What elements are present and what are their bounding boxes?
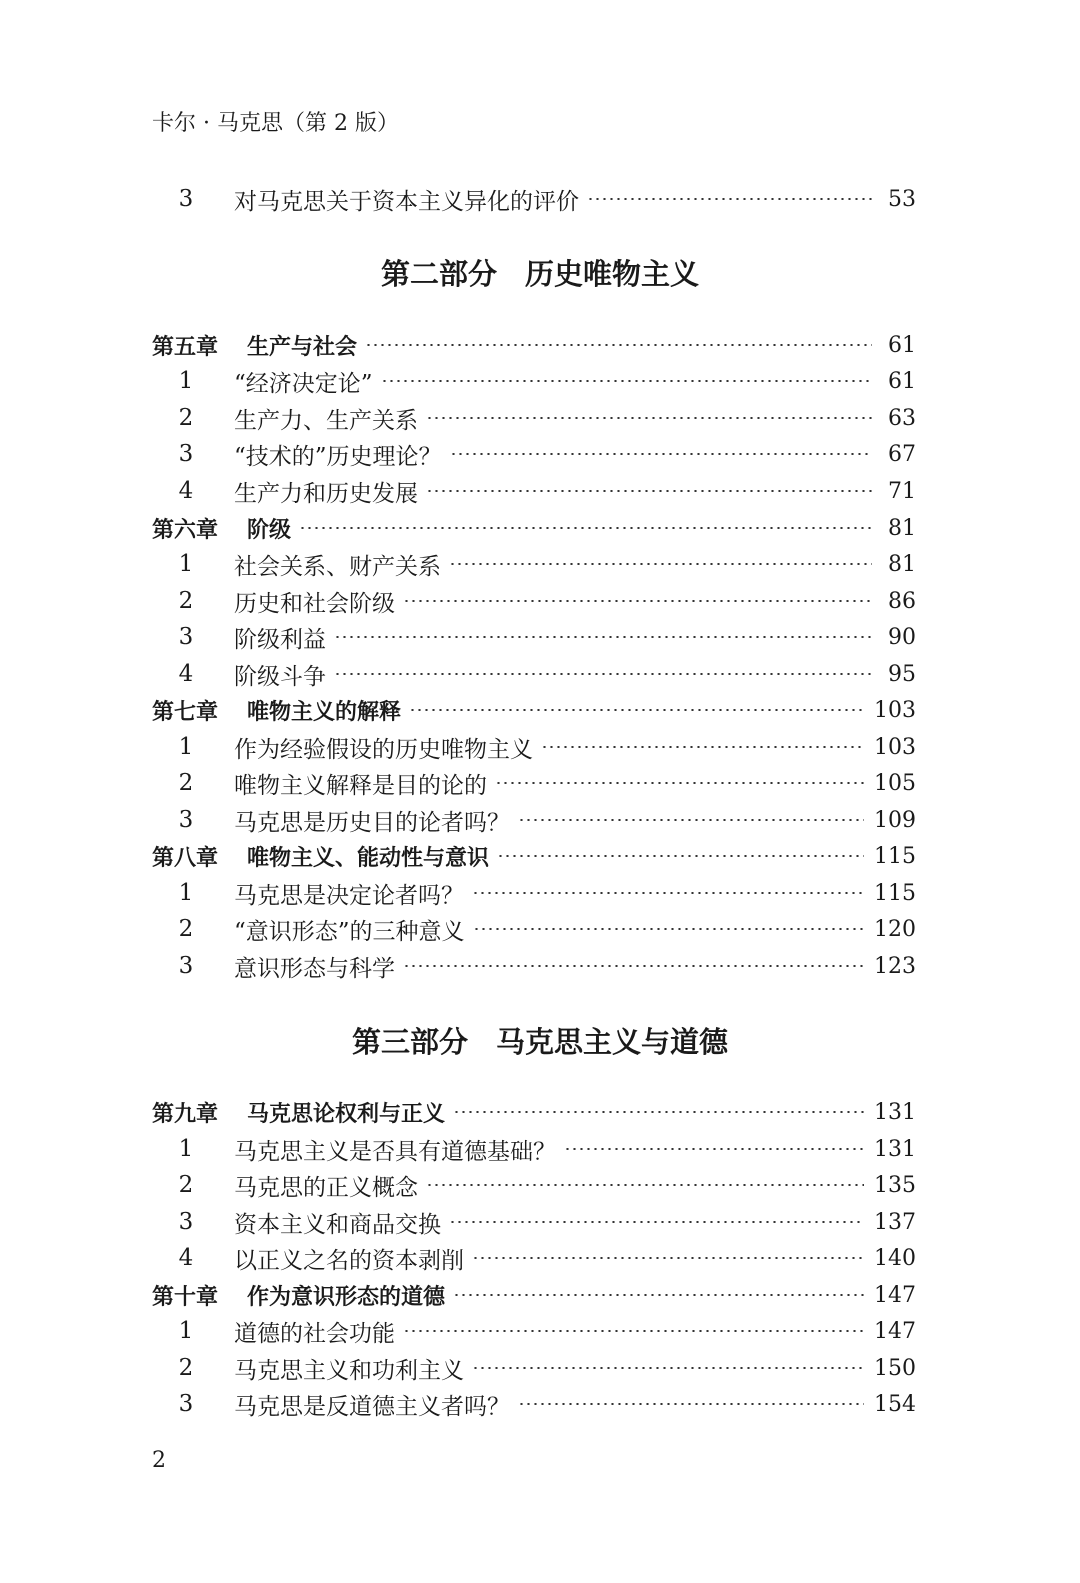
chapter-number-label: 第九章 [152, 1101, 219, 1127]
chapter-number-label: 第八章 [152, 845, 219, 871]
section-title: 马克思主义是否具有道德基础？ [234, 1138, 556, 1165]
dot-leader [495, 782, 864, 784]
toc-chapter-row[interactable] [152, 327, 916, 363]
section-title: 马克思的正义概念 [234, 1174, 418, 1201]
dot-leader [409, 709, 864, 711]
dot-leader [472, 1257, 864, 1259]
dot-leader [453, 1294, 864, 1296]
section-number: 3 [178, 807, 194, 833]
toc-entry-row[interactable] [152, 656, 916, 692]
page-ref: 63 [888, 405, 916, 431]
section-title: 马克思是历史目的论者吗？ [234, 809, 510, 836]
page-ref: 115 [874, 880, 916, 906]
page-ref: 140 [874, 1245, 916, 1271]
section-title: 生产力、生产关系 [234, 407, 418, 434]
section-number: 4 [178, 478, 194, 504]
page-ref: 154 [874, 1391, 916, 1417]
dot-leader [334, 673, 872, 675]
dot-leader [299, 527, 872, 529]
toc-entry-row[interactable] [152, 473, 916, 509]
toc-entry-row[interactable] [152, 1167, 916, 1203]
toc-entry-row[interactable] [152, 583, 916, 619]
dot-leader [450, 453, 872, 455]
dot-leader [449, 1221, 864, 1223]
section-number: 3 [178, 624, 194, 650]
section-title: 社会关系、财产关系 [234, 553, 441, 580]
section-number: 3 [178, 441, 194, 467]
toc-entry-row[interactable] [152, 546, 916, 582]
chapter-number [152, 695, 247, 726]
page-ref: 131 [874, 1099, 916, 1125]
dot-leader [426, 417, 872, 419]
toc-entry-row[interactable] [152, 1204, 916, 1240]
toc-entry-row[interactable] [152, 400, 916, 436]
dot-leader [497, 855, 864, 857]
chapter-number [152, 513, 247, 544]
dot-leader [518, 819, 864, 821]
section-number: 2 [178, 916, 194, 942]
chapter-number [152, 841, 247, 872]
section-number: 2 [178, 588, 194, 614]
dot-leader [564, 1148, 864, 1150]
chapter-number-label: 第七章 [152, 699, 219, 725]
chapter-title: 生产与社会 [247, 334, 358, 360]
toc-chapter-row[interactable] [152, 1094, 916, 1130]
toc-entry-row[interactable] [152, 911, 916, 947]
toc-entry-row[interactable] [152, 765, 916, 801]
dot-leader [365, 344, 872, 346]
page-ref: 86 [888, 588, 916, 614]
dot-leader [453, 1111, 864, 1113]
section-title: “经济决定论” [234, 370, 373, 397]
page-ref: 150 [874, 1355, 916, 1381]
section-number: 1 [178, 734, 194, 760]
toc-entry-row[interactable] [152, 363, 916, 399]
toc-entry-row[interactable] [152, 1131, 916, 1167]
toc-entry-row[interactable] [152, 1386, 916, 1422]
dot-leader [472, 892, 864, 894]
dot-leader [426, 1184, 864, 1186]
dot-leader [518, 1403, 864, 1405]
toc-entry-row[interactable] [152, 619, 916, 655]
section-number: 1 [178, 368, 194, 394]
part-title: 马克思主义与道德 [496, 1025, 729, 1059]
page-ref: 95 [888, 661, 916, 687]
section-number: 3 [178, 1209, 194, 1235]
page-ref: 103 [874, 734, 916, 760]
section-title: 马克思是决定论者吗？ [234, 882, 464, 909]
dot-leader [473, 928, 864, 930]
toc-entry-row[interactable] [152, 1240, 916, 1276]
section-number: 4 [178, 661, 194, 687]
section-title: 生产力和历史发展 [234, 480, 418, 507]
toc-entry-row[interactable] [152, 436, 916, 472]
page-ref: 105 [874, 770, 916, 796]
dot-leader [587, 198, 872, 200]
dot-leader [403, 1330, 864, 1332]
page-ref: 67 [888, 441, 916, 467]
section-title: 意识形态与科学 [234, 955, 395, 982]
toc-chapter-row[interactable] [152, 1277, 916, 1313]
page-number: 2 [152, 1448, 166, 1473]
section-number: 1 [178, 1136, 194, 1162]
page-ref: 135 [874, 1172, 916, 1198]
chapter-title: 唯物主义、能动性与意识 [247, 845, 490, 871]
part-title: 历史唯物主义 [525, 257, 700, 291]
page-ref: 61 [888, 368, 916, 394]
section-title: 马克思主义和功利主义 [234, 1357, 464, 1384]
section-title: 唯物主义解释是目的论的 [234, 772, 487, 799]
toc-entry-row[interactable] [152, 1350, 916, 1386]
part-heading [0, 1020, 1080, 1061]
dot-leader [426, 490, 872, 492]
chapter-number [152, 1280, 247, 1311]
chapter-number [152, 1097, 247, 1128]
section-title: 道德的社会功能 [234, 1320, 395, 1347]
section-title: 对马克思关于资本主义异化的评价 [234, 188, 579, 215]
part-label: 第二部分 [380, 257, 497, 291]
section-number: 2 [178, 405, 194, 431]
dot-leader [541, 746, 864, 748]
page-ref: 71 [888, 478, 916, 504]
section-number: 3 [178, 186, 194, 212]
toc-entry-row[interactable] [152, 181, 916, 217]
dot-leader [403, 965, 864, 967]
chapter-number-label: 第十章 [152, 1284, 219, 1310]
toc-entry-row[interactable] [152, 802, 916, 838]
toc-entry-row[interactable] [152, 1313, 916, 1349]
section-title: 马克思是反道德主义者吗？ [234, 1393, 510, 1420]
dot-leader [472, 1367, 864, 1369]
section-number: 1 [178, 1318, 194, 1344]
section-number: 4 [178, 1245, 194, 1271]
chapter-number [152, 330, 247, 361]
page-ref: 123 [874, 953, 916, 979]
toc-entry-row[interactable] [152, 729, 916, 765]
chapter-title: 马克思论权利与正义 [247, 1101, 446, 1127]
dot-leader [449, 563, 872, 565]
dot-leader [403, 600, 872, 602]
page-ref: 81 [888, 551, 916, 577]
page-ref: 61 [888, 332, 916, 358]
page-ref: 103 [874, 697, 916, 723]
toc-chapter-row[interactable] [152, 838, 916, 874]
section-number: 3 [178, 953, 194, 979]
section-number: 1 [178, 551, 194, 577]
section-title: 阶级利益 [234, 626, 326, 653]
toc-entry-row[interactable] [152, 948, 916, 984]
section-number: 2 [178, 770, 194, 796]
toc-entry-row[interactable] [152, 875, 916, 911]
section-number: 2 [178, 1172, 194, 1198]
page-ref: 131 [874, 1136, 916, 1162]
section-title: “技术的”历史理论？ [234, 443, 442, 470]
section-title: 以正义之名的资本剥削 [234, 1247, 464, 1274]
chapter-title: 唯物主义的解释 [247, 699, 402, 725]
page-ref: 137 [874, 1209, 916, 1235]
section-number: 3 [178, 1391, 194, 1417]
dot-leader [381, 380, 872, 382]
running-head: 卡尔 · 马克思（第 2 版） [152, 111, 399, 136]
section-title: 阶级斗争 [234, 663, 326, 690]
page-ref: 115 [874, 843, 916, 869]
section-number: 2 [178, 1355, 194, 1381]
chapter-title: 阶级 [247, 517, 292, 543]
page-ref: 109 [874, 807, 916, 833]
toc-chapter-row[interactable] [152, 692, 916, 728]
page-ref: 90 [888, 624, 916, 650]
page-ref: 147 [874, 1282, 916, 1308]
section-title: 资本主义和商品交换 [234, 1211, 441, 1238]
part-heading [0, 252, 1080, 293]
page-ref: 147 [874, 1318, 916, 1344]
toc-chapter-row[interactable] [152, 510, 916, 546]
page-ref: 81 [888, 515, 916, 541]
section-title: “意识形态”的三种意义 [234, 918, 465, 945]
page-ref: 53 [888, 186, 916, 212]
section-number: 1 [178, 880, 194, 906]
dot-leader [334, 636, 872, 638]
page-ref: 120 [874, 916, 916, 942]
chapter-title: 作为意识形态的道德 [247, 1284, 446, 1310]
chapter-number-label: 第六章 [152, 517, 219, 543]
part-label: 第三部分 [351, 1025, 468, 1059]
section-title: 作为经验假设的历史唯物主义 [234, 736, 533, 763]
section-title: 历史和社会阶级 [234, 590, 395, 617]
chapter-number-label: 第五章 [152, 334, 219, 360]
